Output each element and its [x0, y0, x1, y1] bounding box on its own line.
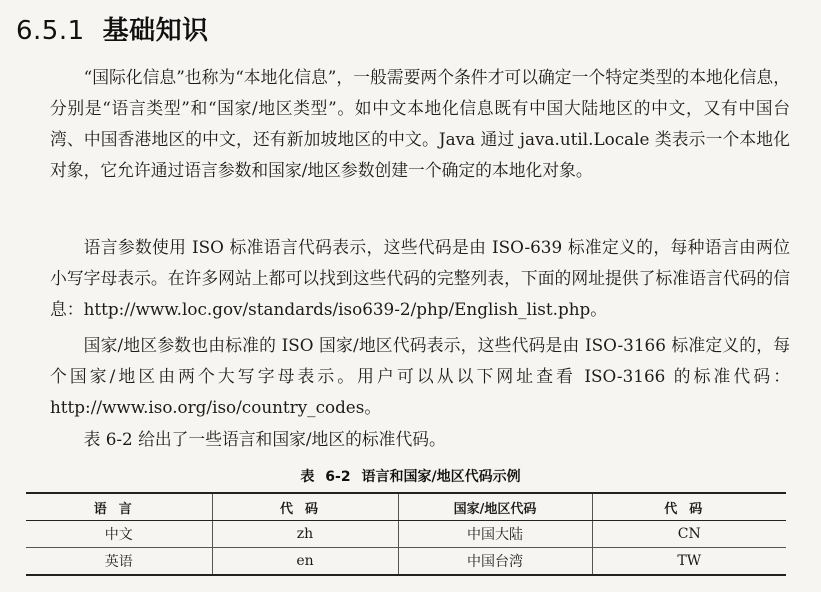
paragraph-country-codes: 国家/地区参数也由标准的 ISO 国家/地区代码表示，这些代码是由 ISO-3166 标准定义的，每个国家/地区由两个大写字母表示。用户可以从以下网址查看 ISO-3166 的标准代码：http://www.iso.org/iso/country_codes。 — [50, 335, 790, 417]
header-country: 国家/地区代码 — [398, 493, 592, 521]
paragraph-table-reference: 表 6-2 给出了一些语言和国家/地区的标准代码。 — [83, 429, 446, 449]
header-language: 语言 — [26, 493, 212, 521]
section-title: 基础知识 — [102, 16, 209, 46]
cell-language: 中文 — [26, 521, 212, 548]
cell-country: 中国大陆 — [398, 521, 592, 548]
header-language-code: 代码 — [212, 493, 398, 521]
table-row — [26, 521, 786, 548]
cell-country-code: CN — [592, 521, 786, 548]
paragraph-locale-intro: “国际化信息”也称为“本地化信息”，一般需要两个条件才可以确定一个特定类型的本地化信息，分别是“语言类型”和“国家/地区类型”。如中文本地化信息既有中国大陆地区的中文，又有中国台湾、中国香港地区的中文，还有新加坡地区的中文。Java 通过 java.util.Locale 类表示一个本地化对象，它允许通过语言参数和国家/地区参数创建一个确定的本地化对象。 — [50, 67, 790, 180]
cell-language-code: en — [212, 548, 398, 576]
paragraph-language-codes: 语言参数使用 ISO 标准语言代码表示，这些代码是由 ISO-639 标准定义的，每种语言由两位小写字母表示。在许多网站上都可以找到这些代码的完整列表，下面的网址提供了标准语言代码的信息：http://www.loc.gov/standards/iso639-2/php/English_list.php。 — [50, 237, 790, 319]
cell-country: 中国台湾 — [398, 548, 592, 576]
cell-language-code: zh — [212, 521, 398, 548]
section-number: 6.5.1 — [16, 16, 85, 46]
locale-code-table — [26, 492, 786, 576]
header-country-code: 代码 — [592, 493, 786, 521]
cell-language: 英语 — [26, 548, 212, 576]
table-caption: 表 6-2 语言和国家/地区代码示例 — [300, 469, 521, 485]
table-row — [26, 548, 786, 576]
section-heading — [16, 10, 209, 47]
cell-country-code: TW — [592, 548, 786, 576]
table-header-row — [26, 493, 786, 521]
